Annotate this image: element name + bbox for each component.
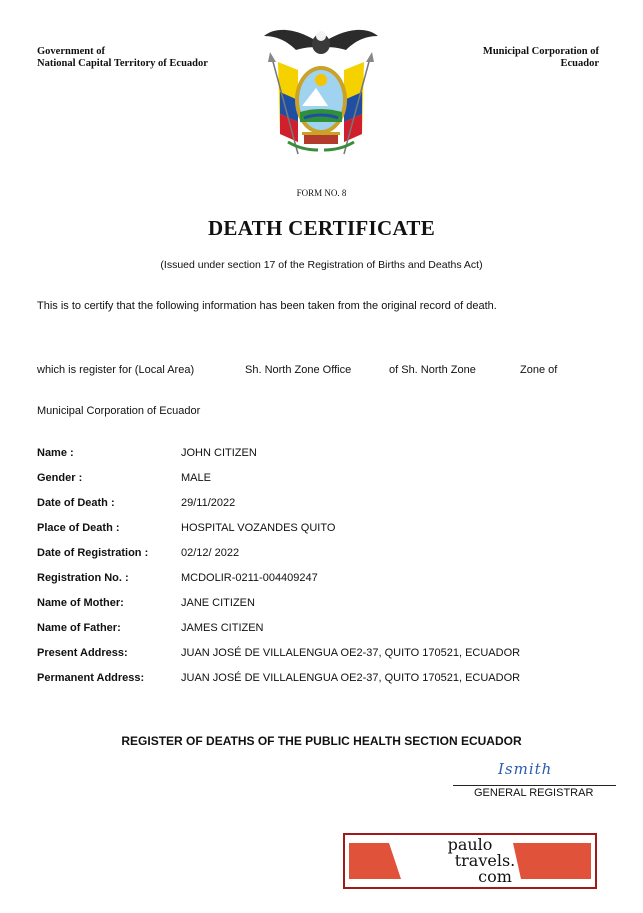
field-label-name-of-father: Name of Father: [37, 622, 121, 634]
field-label-date-of-registration: Date of Registration : [37, 547, 149, 559]
header-left [37, 46, 208, 70]
signature-line [453, 785, 616, 786]
field-label-registration-no: Registration No. : [37, 572, 129, 584]
field-label-date-of-death: Date of Death : [37, 497, 115, 509]
registrar-label: GENERAL REGISTRAR [474, 787, 594, 799]
certify-text: This is to certify that the following information has been taken from the original record of death. [37, 300, 497, 312]
field-value-name-of-mother: JANE CITIZEN [181, 597, 255, 609]
register-line-part1: which is register for (Local Area) [37, 364, 195, 376]
watermark-line2: travels. [454, 851, 516, 870]
field-label-permanent-address: Permanent Address: [37, 672, 145, 684]
municipal-line: Municipal Corporation of Ecuador [37, 405, 201, 417]
register-line-part3: of Sh. North Zone [389, 364, 476, 376]
field-label-gender: Gender : [37, 472, 83, 484]
field-value-name: JOHN CITIZEN [181, 447, 257, 459]
field-value-gender: MALE [181, 472, 211, 484]
watermark-line1: paulo [447, 835, 493, 854]
page-title: DEATH CERTIFICATE [207, 216, 436, 240]
field-value-date-of-death: 29/11/2022 [181, 497, 236, 509]
watermark-text [345, 837, 595, 885]
form-number: FORM NO. 8 [296, 188, 347, 198]
field-value-date-of-registration: 02/12/ 2022 [181, 547, 240, 559]
register-footer: REGISTER OF DEATHS OF THE PUBLIC HEALTH SECTION ECUADOR [121, 734, 522, 748]
header-right-line2: Ecuador [560, 58, 599, 69]
field-label-place-of-death: Place of Death : [37, 522, 120, 534]
header-left-line1: Government of [37, 46, 105, 57]
subtitle: (Issued under section 17 of the Registration of Births and Deaths Act) [160, 259, 483, 271]
header-right [483, 46, 599, 70]
field-value-place-of-death: HOSPITAL VOZANDES QUITO [181, 522, 336, 534]
registrar-signature: Ismith [498, 760, 553, 778]
field-label-name: Name : [37, 447, 74, 459]
header-left-line2: National Capital Territory of Ecuador [37, 58, 208, 69]
field-label-present-address: Present Address: [37, 647, 128, 659]
coat-of-arms-emblem [258, 22, 384, 168]
field-value-present-address: JUAN JOSÉ DE VILLALENGUA OE2-37, QUITO 170521, ECUADOR [181, 647, 521, 659]
watermark-line3: com [478, 867, 512, 886]
field-value-permanent-address: JUAN JOSÉ DE VILLALENGUA OE2-37, QUITO 170521, ECUADOR [181, 672, 521, 684]
field-label-name-of-mother: Name of Mother: [37, 597, 124, 609]
field-value-registration-no: MCDOLIR-0211-004409247 [181, 572, 318, 584]
register-line-part2: Sh. North Zone Office [245, 364, 352, 376]
header-right-line1: Municipal Corporation of [482, 46, 599, 57]
paulo-travels-watermark [343, 833, 597, 889]
field-value-name-of-father: JAMES CITIZEN [181, 622, 264, 634]
register-line-part4: Zone of [520, 364, 558, 376]
